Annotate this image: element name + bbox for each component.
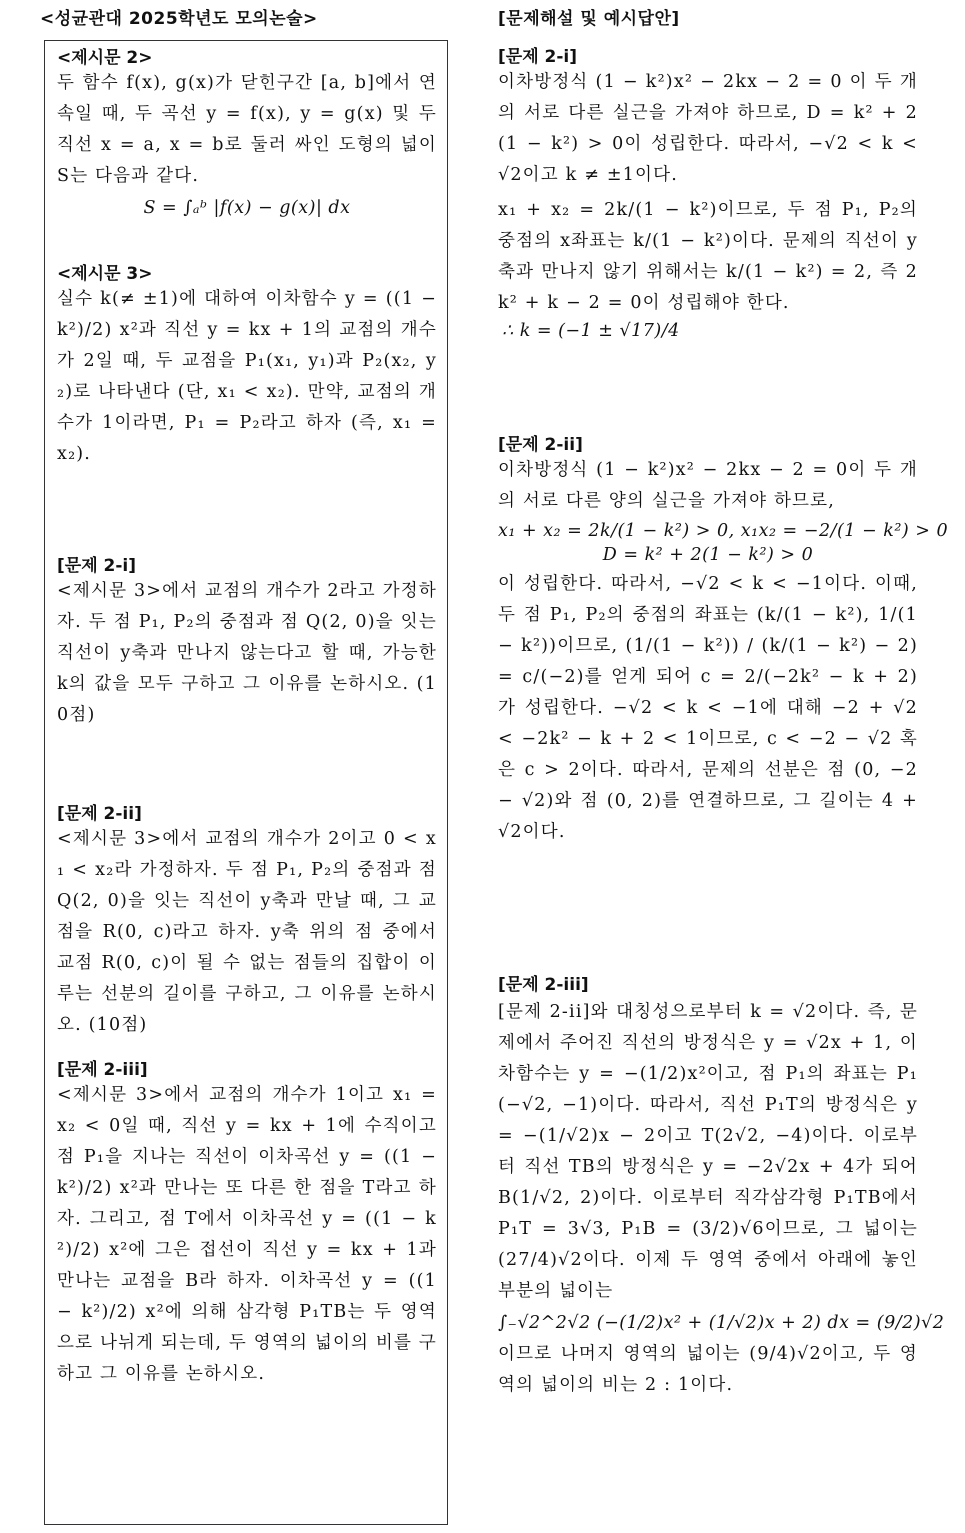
answer-2-ii-text-1: 이차방정식 (1 − k²)x² − 2kx − 2 = 0이 두 개의 서로 다른 양의 실근을 가져야 하므로, <box>498 460 918 511</box>
answer-2-i-result: ∴ k = (−1 ± √17)/4 <box>502 321 680 341</box>
question-2-i-heading: [문제 2-i] <box>57 556 137 576</box>
question-2-iii-text: <제시문 3>에서 교점의 개수가 1이고 x₁ = x₂ < 0일 때, 직선 y = kx + 1에 수직이고 점 P₁을 지나는 직선이 이차곡선 y = ((1 − k²)/2) x²과 만나는 또 다른 한 점을 T라고 하자. 그리고, 점 T에서 이차곡선 y = ((1 − k²)/2) x²에 그은 접선이 직선 y = kx + 1과 만나는 교점을 B라 하자. 이차곡선 y = ((1 − k²)/2) x²에 의해 삼각형 P₁TB는 두 영역으로 나뉘게 되는데, 두 영역의 넓이의 비를 구하고 그 이유를 논하시오. <box>57 1085 437 1384</box>
answer-2-ii <box>498 430 949 848</box>
solution-title: [문제해설 및 예시답안] <box>498 9 680 29</box>
answer-2-i-text-2: x₁ + x₂ = 2k/(1 − k²)이므로, 두 점 P₁, P₂의 중점의 x좌표는 k/(1 − k²)이다. 문제의 직선이 y축과 만나지 않기 위해서는 k/(1 − k²) = 2, 즉 2k² + k − 2 = 0이 성립해야 한다. <box>498 200 918 313</box>
passage-3 <box>57 259 437 470</box>
passage-2-heading: <제시문 2> <box>57 48 153 68</box>
answer-2-ii-condition-sum-product: x₁ + x₂ = 2k/(1 − k²) > 0, x₁x₂ = −2/(1 − k²) > 0 <box>498 521 949 541</box>
passage-3-text: 실수 k(≠ ±1)에 대하여 이차함수 y = ((1 − k²)/2) x²과 직선 y = kx + 1의 교점의 개수가 2일 때, 두 교점을 P₁(x₁, y₁)과 P₂(x₂, y₂)로 나타낸다 (단, x₁ < x₂). 만약, 교점의 개수가 1이라면, P₁ = P₂라고 하자 (즉, x₁ = x₂). <box>57 289 437 464</box>
question-2-ii-heading: [문제 2-ii] <box>57 804 142 824</box>
question-2-ii <box>57 799 437 1041</box>
question-2-i <box>57 551 437 731</box>
passage-2 <box>57 43 437 218</box>
problem-box <box>44 40 448 1525</box>
answer-2-iii-text-2: 이므로 나머지 영역의 넓이는 (9/4)√2이고, 두 영역의 넓이의 비는 2 : 1이다. <box>498 1344 918 1395</box>
answer-2-iii-text-1: [문제 2-ii]와 대칭성으로부터 k = √2이다. 즉, 문제에서 주어진 직선의 방정식은 y = √2x + 1, 이차함수는 y = −(1/2)x²이고, 점 P₁의 좌표는 P₁(−√2, −1)이다. 따라서, 직선 P₁T의 방정식은 y = −(1/√2)x − 2이고 T(2√2, −4)이다. 이로부터 직선 TB의 방정식은 y = −2√2x + 4가 되어 B(1/√2, 2)이다. 이로부터 직각삼각형 P₁TB에서 P₁T = 3√3, P₁B = (3/2)√6이므로, 그 넓이는 (27/4)√2이다. 이제 두 영역 중에서 아래에 놓인 부분의 넓이는 <box>498 1002 918 1301</box>
question-2-iii-heading: [문제 2-iii] <box>57 1060 148 1080</box>
question-2-ii-text: <제시문 3>에서 교점의 개수가 2이고 0 < x₁ < x₂라 가정하자. 두 점 P₁, P₂의 중점과 점 Q(2, 0)을 잇는 직선이 y축과 만날 때, 그 교점을 R(0, c)라고 하자. y축 위의 점 중에서 교점 R(0, c)이 될 수 없는 점들의 집합이 이루는 선분의 길이를 구하고, 그 이유를 논하시오. (10점) <box>57 829 437 1035</box>
answer-2-i-text-1: 이차방정식 (1 − k²)x² − 2kx − 2 = 0 이 두 개의 서로 다른 실근을 가져야 하므로, D = k² + 2(1 − k²) > 0이 성립한다. 따라서, −√2 < k < √2이고 k ≠ ±1이다. <box>498 72 918 185</box>
answer-2-iii-integral: ∫₋√2^2√2 (−(1/2)x² + (1/√2)x + 2) dx = (9/2)√2 <box>498 1313 945 1333</box>
answer-2-ii-heading: [문제 2-ii] <box>498 435 583 455</box>
answer-2-i-heading: [문제 2-i] <box>498 47 578 67</box>
answer-2-iii-heading: [문제 2-iii] <box>498 975 589 995</box>
exam-title: <성균관대 2025학년도 모의논술> <box>40 9 318 29</box>
answer-2-i <box>498 42 918 341</box>
answer-2-iii <box>498 970 945 1401</box>
question-2-i-text: <제시문 3>에서 교점의 개수가 2라고 가정하자. 두 점 P₁, P₂의 중점과 점 Q(2, 0)을 잇는 직선이 y축과 만나지 않는다고 할 때, 가능한 k의 값을 모두 구하고 그 이유를 논하시오. (10점) <box>57 581 437 725</box>
passage-3-heading: <제시문 3> <box>57 264 153 284</box>
answer-2-ii-condition-discriminant: D = k² + 2(1 − k²) > 0 <box>602 545 814 565</box>
answer-2-ii-text-2: 이 성립한다. 따라서, −√2 < k < −1이다. 이때, 두 점 P₁, P₂의 중점의 좌표는 (k/(1 − k²), 1/(1 − k²))이므로, (1/(1 − k²)) / (k/(1 − k²) − 2) = c/(−2)를 얻게 되어 c = 2/(−2k² − k + 2) 가 성립한다. −√2 < k < −1에 대해 −2 + √2 < −2k² − k + 2 < 1이므로, c < −2 − √2 혹은 c > 2이다. 따라서, 문제의 선분은 점 (0, −2 − √2)와 점 (0, 2)를 연결하므로, 그 길이는 4 + √2이다. <box>498 574 918 842</box>
question-2-iii <box>57 1055 437 1390</box>
passage-2-text: 두 함수 f(x), g(x)가 닫힌구간 [a, b]에서 연속일 때, 두 곡선 y = f(x), y = g(x) 및 두 직선 x = a, x = b로 둘러 싸인 도형의 넓이 S는 다음과 같다. <box>57 73 437 186</box>
passage-2-area-formula: S = ∫ₐᵇ |f(x) − g(x)| dx <box>143 198 351 218</box>
